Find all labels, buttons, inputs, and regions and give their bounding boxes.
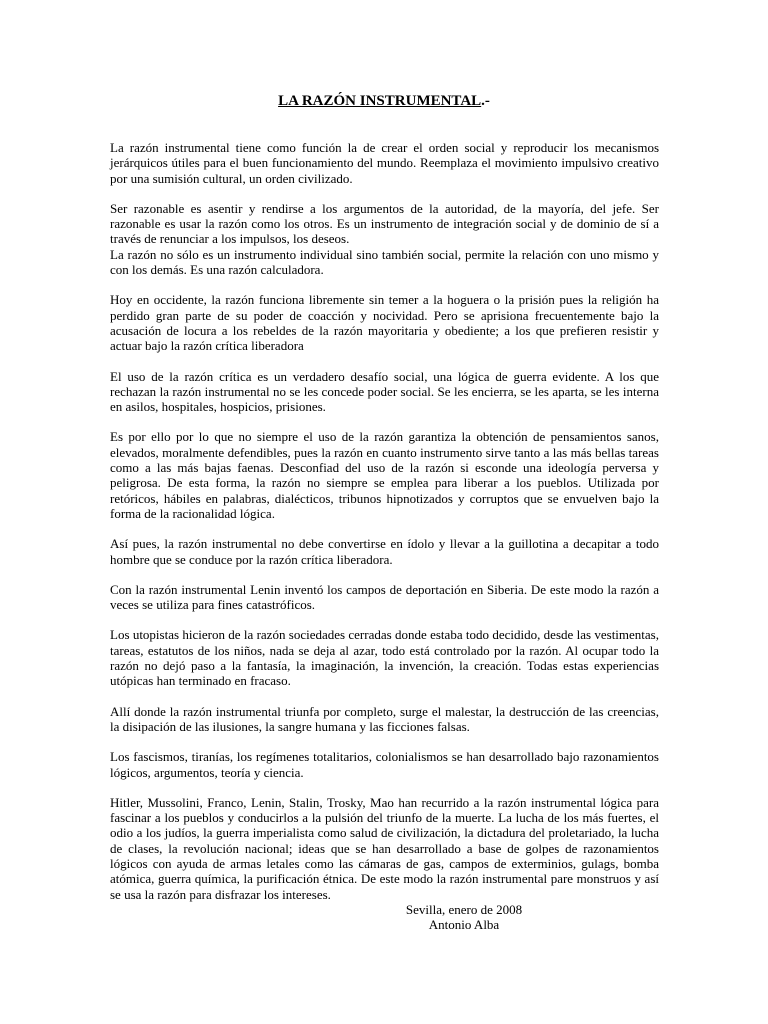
paragraph: Hitler, Mussolini, Franco, Lenin, Stalin, Trosky, Mao han recurrido a la razón instrumental lógica para fascinar a los pueblos y conducirlos a la pulsión del triunfo de la muerte. La lucha de los más fuertes, el odio a los judíos, la guerra imperialista como salud de civilización, la dictadura del proletariado, la lucha de clases, la revolución nacional; ideas que se han desarrollado a base de golpes de razonamientos lógicos con ayuda de armas letales como las cámaras de gas, campos de exterminios, gulags, bomba atómica, guerra química, la purificación étnica. De este modo la razón instrumental pare monstruos y así se usa la razón para disfrazar los intereses. [110, 794, 659, 902]
author-name: Antonio Alba [428, 917, 500, 933]
paragraph: Los utopistas hicieron de la razón sociedades cerradas donde estaba todo decidido, desde las vestimentas, tareas, estatutos de los niños, nada se deja al azar, todo está controlado por la razón. Al ocupar todo la razón no dejó paso a la fantasía, la imaginación, la invención, la creación. Todas estas experiencias utópicas han terminado en fracaso. [110, 627, 659, 689]
paragraph: Allí donde la razón instrumental triunfa por completo, surge el malestar, la destrucción de las creencias, la disipación de las ilusiones, la sangre humana y las ficciones falsas. [110, 703, 659, 734]
paragraph: Con la razón instrumental Lenin inventó los campos de deportación en Siberia. De este modo la razón a veces se utiliza para fines catastróficos. [110, 581, 659, 613]
document-title [0, 93, 768, 110]
title-suffix: .- [481, 93, 490, 109]
title-text: LA RAZÓN INSTRUMENTAL [278, 93, 482, 109]
paragraph: Es por ello por lo que no siempre el uso de la razón garantiza la obtención de pensamientos sanos, elevados, moralmente defendibles, pues la razón en cuanto instrumento sirve tanto a las más bellas tareas como a las más bajas faenas. Desconfiad del uso de la razón si esconde una ideología perversa y peligrosa. De esta forma, la razón no siempre se emplea para liberar a los pueblos. Utilizada por retóricos, hábiles en palabras, dialécticos, tribunos hipnotizados y corruptos que se envuelven bajo la forma de la racionalidad lógica. [110, 429, 659, 521]
paragraph: Hoy en occidente, la razón funciona libremente sin temer a la hoguera o la prisión pues la religión ha perdido gran parte de su poder de coacción y nocividad. Pero se aprisiona frecuentemente bajo la acusación de locura a los rebeldes de la razón mayoritaria y obediente; a los que prefieren resistir y actuar bajo la razón crítica liberadora [110, 292, 659, 354]
signature-block [394, 902, 534, 933]
paragraph: Ser razonable es asentir y rendirse a los argumentos de la autoridad, de la mayoría, del jefe. Ser razonable es usar la razón como los otros. Es un instrumento de integración social y de dominio de sí a través de renunciar a los impulsos, los deseos. [110, 200, 659, 247]
paragraph: Así pues, la razón instrumental no debe convertirse en ídolo y llevar a la guillotina a decapitar a todo hombre que se conduce por la razón crítica liberadora. [110, 536, 659, 567]
paragraph: La razón instrumental tiene como función la de crear el orden social y reproducir los mecanismos jerárquicos útiles para el buen funcionamiento del mundo. Reemplaza el movimiento impulsivo creativo por una sumisión cultural, un orden civilizado. [110, 140, 659, 186]
paragraph: El uso de la razón crítica es un verdadero desafío social, una lógica de guerra evidente. A los que rechazan la razón instrumental no se les concede poder social. Se les encierra, se les aparta, se les interna en asilos, hospitales, hospicios, prisiones. [110, 368, 659, 415]
place-date: Sevilla, enero de 2008 [405, 902, 523, 917]
paragraph: La razón no sólo es un instrumento individual sino también social, permite la relación con uno mismo y con los demás. Es una razón calculadora. [110, 246, 659, 278]
document-body [110, 140, 659, 917]
paragraph: Los fascismos, tiranías, los regímenes totalitarios, colonialismos se han desarrollado bajo razonamientos lógicos, argumentos, teoría y ciencia. [110, 749, 659, 780]
